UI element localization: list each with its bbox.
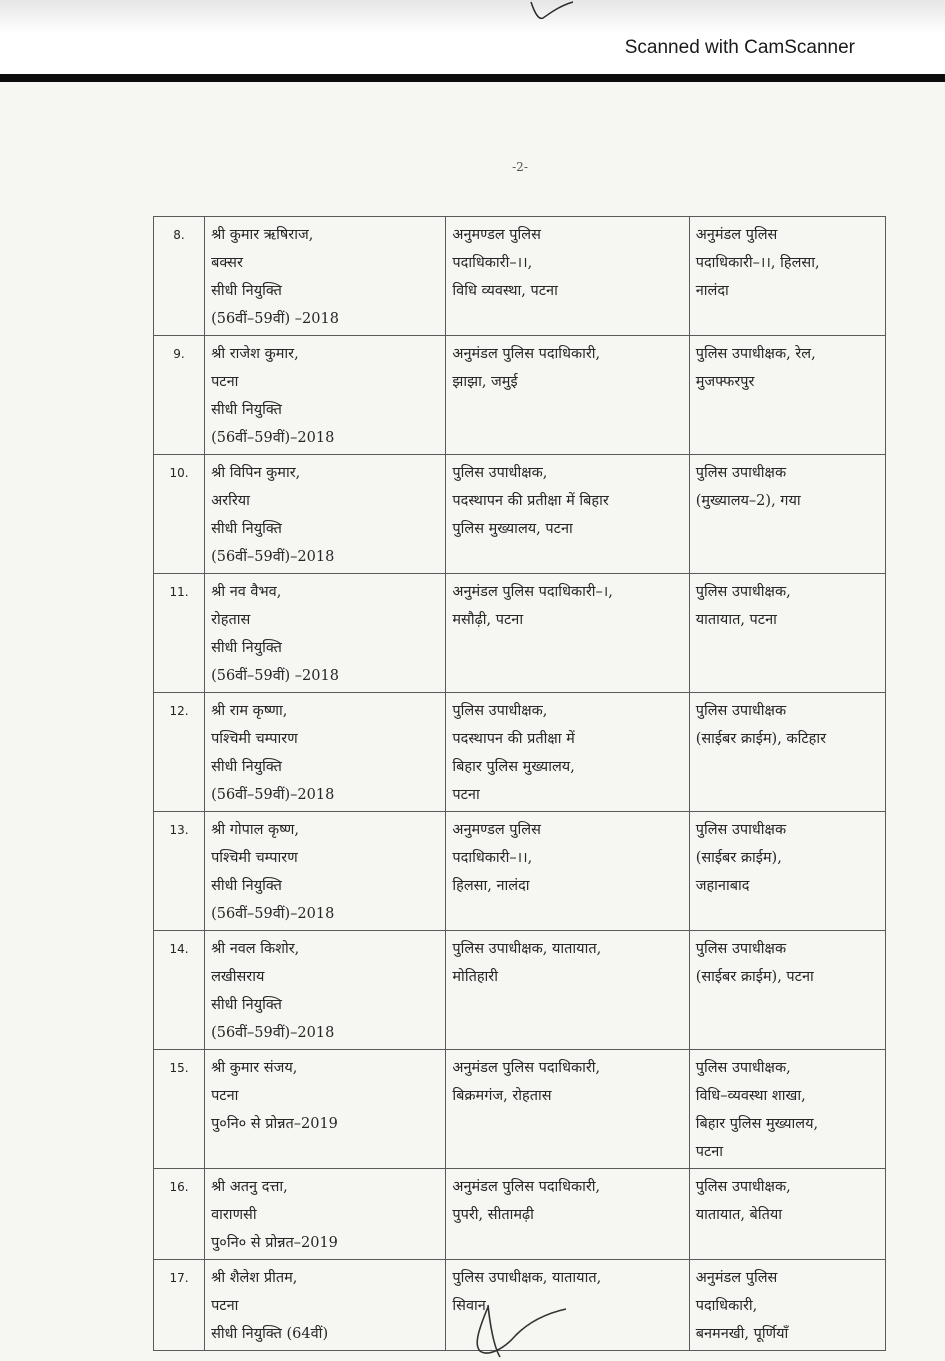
- batch-year: (56वीं–59वीं)–2018: [211, 549, 335, 565]
- home-district: पटना: [211, 1298, 239, 1314]
- officer-name: श्री नवल किशोर,: [211, 941, 300, 957]
- new-posting-line: जहानाबाद: [695, 878, 750, 894]
- new-posting-cell: [689, 336, 885, 455]
- new-posting-line: बिहार पुलिस मुख्यालय,: [695, 1116, 819, 1132]
- home-district: वाराणसी: [211, 1207, 257, 1223]
- new-posting-cell: [689, 812, 885, 931]
- current-posting-line: अनुमण्डल पुलिस: [452, 822, 541, 838]
- officer-name: श्री नव वैभव,: [211, 584, 282, 600]
- table-row: [154, 217, 886, 336]
- appointment-mode: सीधी नियुक्ति: [211, 759, 282, 775]
- new-posting-line: पुलिस उपाधीक्षक,: [695, 1179, 791, 1195]
- new-posting-line: मुजफ्फरपुर: [695, 374, 755, 390]
- new-posting-line: (साईबर क्राईम), पटना: [695, 969, 814, 985]
- new-posting-cell: [689, 574, 885, 693]
- appointment-mode: सीधी नियुक्ति: [211, 283, 282, 299]
- appointment-mode: सीधी नियुक्ति: [211, 997, 282, 1013]
- officer-name: श्री राम कृष्णा,: [211, 703, 288, 719]
- current-posting-cell: [446, 693, 689, 812]
- current-posting-line: पदाधिकारी–।।,: [452, 850, 533, 866]
- current-posting-cell: [446, 455, 689, 574]
- current-posting-line: पदस्थापन की प्रतीक्षा में: [452, 731, 575, 747]
- batch-year: (56वीं–59वीं)–2018: [211, 1025, 335, 1041]
- scan-divider-bar: [0, 74, 945, 82]
- appointment-mode: सीधी नियुक्ति (64वीं): [211, 1326, 329, 1342]
- current-posting-cell: [446, 1050, 689, 1169]
- current-posting-line: झाझा, जमुई: [452, 374, 518, 390]
- current-posting-line: अनुमंडल पुलिस पदाधिकारी–।,: [452, 584, 613, 600]
- current-posting-cell: [446, 336, 689, 455]
- new-posting-line: अनुमंडल पुलिस: [695, 227, 778, 243]
- new-posting-line: (साईबर क्राईम),: [695, 850, 782, 866]
- officer-cell: [205, 336, 446, 455]
- appointment-mode: सीधी नियुक्ति: [211, 640, 282, 656]
- home-district: लखीसराय: [211, 969, 265, 985]
- current-posting-line: पुलिस उपाधीक्षक,: [452, 465, 548, 481]
- officer-cell: [205, 574, 446, 693]
- officer-name: श्री शैलेश प्रीतम,: [211, 1270, 298, 1286]
- officer-cell: [205, 1260, 446, 1351]
- current-posting-line: अनुमंडल पुलिस पदाधिकारी,: [452, 1179, 601, 1195]
- appointment-mode: पु०नि० से प्रोन्नत–2019: [211, 1235, 338, 1251]
- serial-number: 12.: [154, 693, 205, 812]
- officer-name: श्री विपिन कुमार,: [211, 465, 301, 481]
- serial-number: 17.: [154, 1260, 205, 1351]
- new-posting-line: पदाधिकारी–।।, हिलसा,: [695, 255, 820, 271]
- new-posting-line: (साईबर क्राईम), कटिहार: [695, 731, 827, 747]
- current-posting-line: अनुमण्डल पुलिस: [452, 227, 541, 243]
- appointment-mode: सीधी नियुक्ति: [211, 521, 282, 537]
- current-posting-line: पुलिस उपाधीक्षक, यातायात,: [452, 1270, 602, 1286]
- officer-name: श्री राजेश कुमार,: [211, 346, 299, 362]
- table-row: [154, 812, 886, 931]
- new-posting-line: बनमनखी, पूर्णियाँ: [695, 1326, 789, 1342]
- new-posting-line: पुलिस उपाधीक्षक, रेल,: [695, 346, 816, 362]
- serial-number: 15.: [154, 1050, 205, 1169]
- current-posting-line: मोतिहारी: [452, 969, 498, 985]
- serial-number: 9.: [154, 336, 205, 455]
- current-posting-line: हिलसा, नालंदा: [452, 878, 530, 894]
- current-posting-line: पुलिस उपाधीक्षक, यातायात,: [452, 941, 602, 957]
- camscanner-watermark: Scanned with CamScanner: [624, 37, 855, 58]
- signature-mark-top: [525, 0, 585, 24]
- new-posting-line: पुलिस उपाधीक्षक,: [695, 584, 791, 600]
- home-district: पश्चिमी चम्पारण: [211, 850, 298, 866]
- home-district: पश्चिमी चम्पारण: [211, 731, 298, 747]
- officer-name: श्री गोपाल कृष्ण,: [211, 822, 299, 838]
- new-posting-line: पुलिस उपाधीक्षक: [695, 703, 787, 719]
- new-posting-line: पदाधिकारी,: [695, 1298, 758, 1314]
- batch-year: (56वीं–59वीं)–2018: [211, 430, 335, 446]
- current-posting-line: अनुमंडल पुलिस पदाधिकारी,: [452, 346, 601, 362]
- batch-year: (56वीं–59वीं) –2018: [211, 311, 339, 327]
- current-posting-line: पदस्थापन की प्रतीक्षा में बिहार: [452, 493, 609, 509]
- serial-number: 8.: [154, 217, 205, 336]
- new-posting-line: पुलिस उपाधीक्षक: [695, 822, 787, 838]
- new-posting-cell: [689, 217, 885, 336]
- officer-cell: [205, 693, 446, 812]
- new-posting-line: विधि–व्यवस्था शाखा,: [695, 1088, 806, 1104]
- new-posting-line: पुलिस उपाधीक्षक,: [695, 1060, 791, 1076]
- new-posting-line: पुलिस उपाधीक्षक: [695, 941, 787, 957]
- current-posting-cell: [446, 931, 689, 1050]
- appointment-mode: पु०नि० से प्रोन्नत–2019: [211, 1116, 338, 1132]
- table-row: [154, 931, 886, 1050]
- table-row: [154, 1050, 886, 1169]
- officer-name: श्री अतनु दत्ता,: [211, 1179, 288, 1195]
- home-district: बक्सर: [211, 255, 243, 271]
- officer-cell: [205, 1169, 446, 1260]
- new-posting-line: अनुमंडल पुलिस: [695, 1270, 778, 1286]
- serial-number: 16.: [154, 1169, 205, 1260]
- current-posting-line: मसौढ़ी, पटना: [452, 612, 524, 628]
- table-row: [154, 574, 886, 693]
- new-posting-line: पुलिस उपाधीक्षक: [695, 465, 787, 481]
- current-posting-line: बिहार पुलिस मुख्यालय,: [452, 759, 575, 775]
- new-posting-cell: [689, 1260, 885, 1351]
- serial-number: 13.: [154, 812, 205, 931]
- new-posting-line: नालंदा: [695, 283, 729, 299]
- signature-mark-bottom: [470, 1295, 590, 1361]
- home-district: रोहतास: [211, 612, 251, 628]
- serial-number: 14.: [154, 931, 205, 1050]
- new-posting-cell: [689, 931, 885, 1050]
- officer-name: श्री कुमार ऋषिराज,: [211, 227, 314, 243]
- current-posting-line: पदाधिकारी–।।,: [452, 255, 533, 271]
- appointment-mode: सीधी नियुक्ति: [211, 878, 282, 894]
- current-posting-line: अनुमंडल पुलिस पदाधिकारी,: [452, 1060, 601, 1076]
- officer-cell: [205, 1050, 446, 1169]
- home-district: अररिया: [211, 493, 250, 509]
- page-number: -2-: [512, 160, 528, 174]
- current-posting-line: पुलिस मुख्यालय, पटना: [452, 521, 573, 537]
- current-posting-cell: [446, 812, 689, 931]
- postings-table: [153, 216, 886, 1351]
- current-posting-cell: [446, 217, 689, 336]
- home-district: पटना: [211, 374, 239, 390]
- table-row: [154, 336, 886, 455]
- current-posting-line: बिक्रमगंज, रोहतास: [452, 1088, 552, 1104]
- new-posting-cell: [689, 455, 885, 574]
- scan-header: [0, 0, 945, 80]
- officer-cell: [205, 455, 446, 574]
- officer-cell: [205, 812, 446, 931]
- new-posting-line: पटना: [695, 1144, 724, 1160]
- new-posting-line: (मुख्यालय–2), गया: [695, 493, 801, 509]
- current-posting-line: पुलिस उपाधीक्षक,: [452, 703, 548, 719]
- appointment-mode: सीधी नियुक्ति: [211, 402, 282, 418]
- home-district: पटना: [211, 1088, 239, 1104]
- current-posting-line: पुपरी, सीतामढ़ी: [452, 1207, 534, 1223]
- new-posting-cell: [689, 1169, 885, 1260]
- batch-year: (56वीं–59वीं)–2018: [211, 787, 335, 803]
- serial-number: 10.: [154, 455, 205, 574]
- scan-top-fade: [0, 0, 945, 34]
- current-posting-line: विधि व्यवस्था, पटना: [452, 283, 558, 299]
- new-posting-cell: [689, 1050, 885, 1169]
- officer-cell: [205, 217, 446, 336]
- table-row: [154, 1169, 886, 1260]
- current-posting-cell: [446, 1169, 689, 1260]
- new-posting-line: यातायात, बेतिया: [695, 1207, 783, 1223]
- table-row: [154, 455, 886, 574]
- new-posting-cell: [689, 693, 885, 812]
- current-posting-cell: [446, 574, 689, 693]
- new-posting-line: यातायात, पटना: [695, 612, 777, 628]
- current-posting-line: सिवान: [452, 1298, 486, 1314]
- officer-name: श्री कुमार संजय,: [211, 1060, 298, 1076]
- batch-year: (56वीं–59वीं) –2018: [211, 668, 339, 684]
- table-row: [154, 693, 886, 812]
- postings-table-body: [154, 217, 886, 1351]
- batch-year: (56वीं–59वीं)–2018: [211, 906, 335, 922]
- officer-cell: [205, 931, 446, 1050]
- current-posting-line: पटना: [452, 787, 480, 803]
- serial-number: 11.: [154, 574, 205, 693]
